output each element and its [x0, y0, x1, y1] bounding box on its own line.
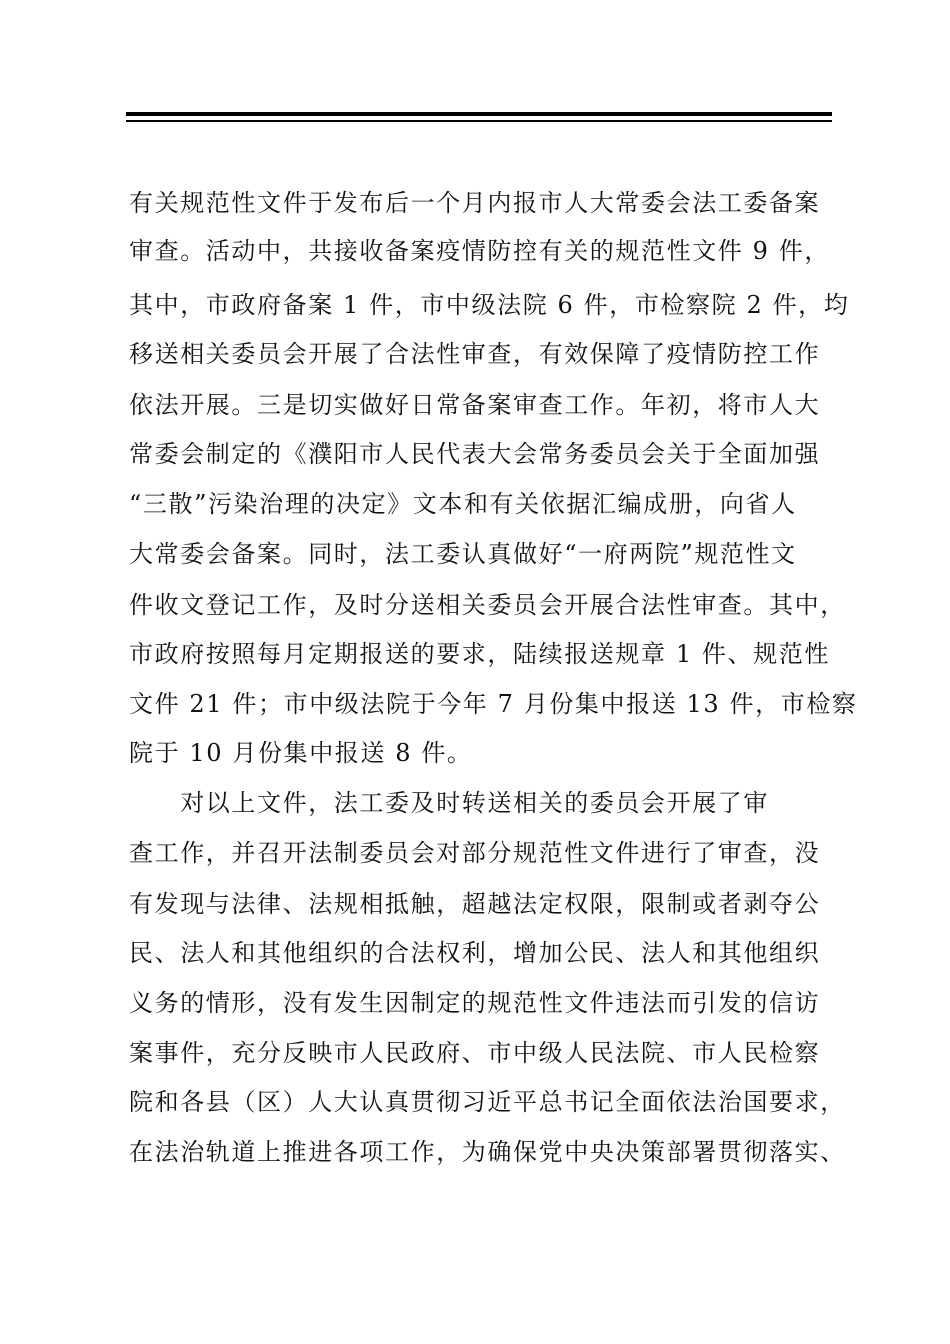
text-line: 移送相关委员会开展了合法性审查，有效保障了疫情防控工作 — [129, 340, 821, 368]
header-rule-thin — [126, 120, 832, 122]
text-line: 查工作，并召开法制委员会对部分规范性文件进行了审查，没 — [129, 839, 821, 867]
text-line: 案事件，充分反映市人民政府、市中级人民法院、市人民检察 — [129, 1039, 821, 1067]
header-rule-thick — [126, 112, 832, 116]
text-line: 文件 21 件；市中级法院于今年 7 月份集中报送 13 件，市检察 — [129, 690, 858, 718]
text-line: 院和各县（区）人大认真贯彻习近平总书记全面依法治国要求， — [129, 1088, 846, 1116]
text-line: 院于 10 月份集中报送 8 件。 — [129, 739, 473, 767]
text-line: 有关规范性文件于发布后一个月内报市人大常委会法工委备案 — [129, 189, 821, 217]
text-line: 义务的情形，没有发生因制定的规范性文件违法而引发的信访 — [129, 989, 821, 1017]
text-line: 件收文登记工作，及时分送相关委员会开展合法性审查。其中， — [129, 591, 846, 619]
text-line: 大常委会备案。同时，法工委认真做好“一府两院”规范性文 — [129, 540, 797, 568]
text-line: 民、法人和其他组织的合法权利，增加公民、法人和其他组织 — [129, 939, 821, 967]
text-line: 市政府按照每月定期报送的要求，陆续报送规章 1 件、规范性 — [129, 640, 830, 668]
text-line: 其中，市政府备案 1 件，市中级法院 6 件，市检察院 2 件，均 — [129, 291, 850, 319]
text-line: 依法开展。三是切实做好日常备案审查工作。年初，将市人大 — [129, 391, 821, 419]
text-line: 对以上文件，法工委及时转送相关的委员会开展了审 — [129, 789, 769, 817]
text-line: “三散”污染治理的决定》文本和有关依据汇编成册，向省人 — [129, 490, 797, 518]
text-line: 审查。活动中，共接收备案疫情防控有关的规范性文件 9 件， — [129, 237, 830, 265]
text-line: 常委会制定的《濮阳市人民代表大会常务委员会关于全面加强 — [129, 440, 821, 468]
text-line: 有发现与法律、法规相抵触，超越法定权限，限制或者剥夺公 — [129, 890, 821, 918]
text-line: 在法治轨道上推进各项工作，为确保党中央决策部署贯彻落实、 — [129, 1138, 846, 1166]
